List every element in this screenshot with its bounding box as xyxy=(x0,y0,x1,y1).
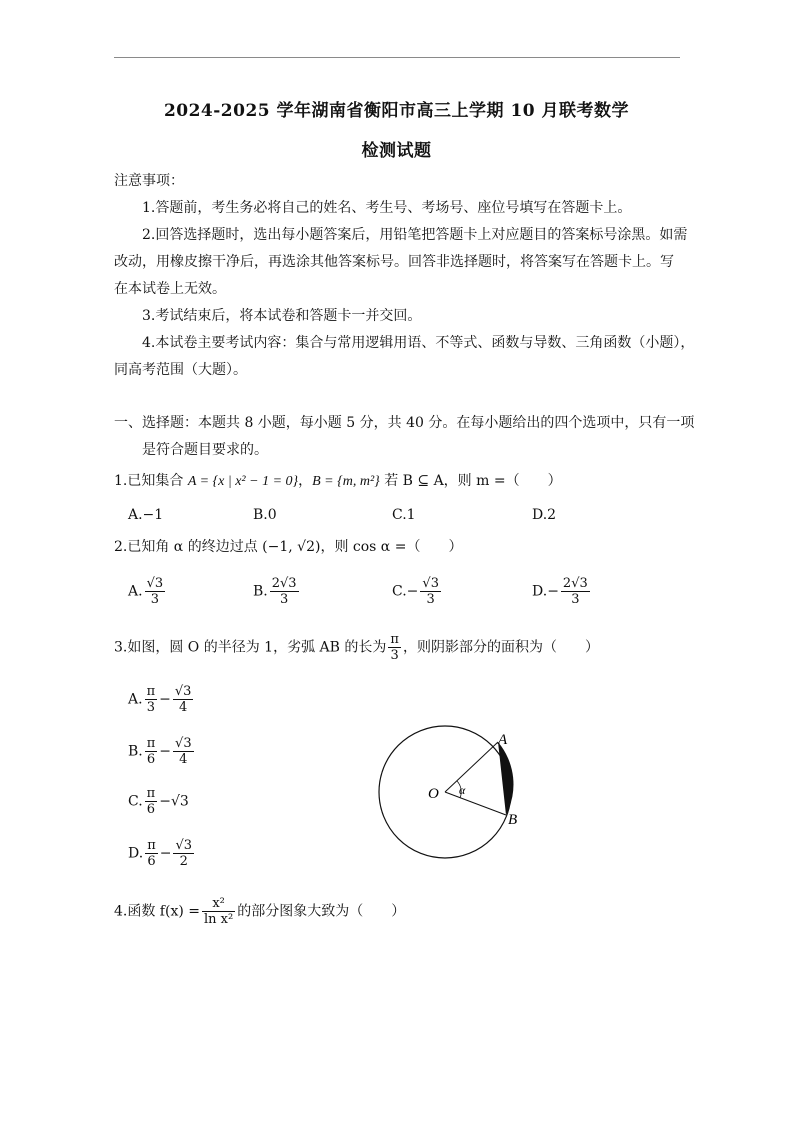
label-a: A xyxy=(498,732,508,748)
notice-item-4-line2: 同高考范围（大题）。 xyxy=(114,362,247,378)
q1-condition: 若 B ⊆ A，则 m =（ ） xyxy=(379,473,562,489)
section1-line2: 是符合题目要求的。 xyxy=(142,442,268,458)
q1-prefix: 1.已知集合 xyxy=(114,473,188,489)
q3-option-c: C. $\frac{\pi}{6}$ −√3 xyxy=(128,786,189,817)
radius-ob xyxy=(445,792,506,815)
q2-option-d-frac: $\frac{2√3}{3}$ xyxy=(562,576,588,607)
notice-item-4-line1: 4.本试卷主要考试内容：集合与常用逻辑用语、不等式、函数与导数、三角函数（小题）， xyxy=(142,335,695,351)
label-alpha: α xyxy=(459,783,466,797)
radius-oa xyxy=(445,742,498,792)
q2-option-d: D.− $\frac{2√3}{3}$ xyxy=(532,576,588,607)
q1-set-b: B = {m, m²} xyxy=(312,474,380,489)
q1-option-b: B.0 xyxy=(253,507,277,523)
q4-func-frac: $\frac{\text{x²}}{\text{ln x²}}$ xyxy=(204,896,234,927)
label-o: O xyxy=(428,786,439,802)
label-b: B xyxy=(508,812,518,828)
q2-option-a: A. $\frac{√3}{3}$ xyxy=(128,576,164,607)
header-rule xyxy=(114,57,680,58)
q1-option-a: A.−1 xyxy=(128,507,164,523)
question-2: 2.已知角 α 的终边过点 (−1, √2)，则 cos α =（ ） xyxy=(114,539,463,555)
q3-option-a: A. $\frac{\pi}{3}$ − $\frac{√3}{4}$ xyxy=(128,684,192,715)
q2-option-a-frac: $\frac{√3}{3}$ xyxy=(146,576,164,607)
notice-item-2-line3: 在本试卷上无效。 xyxy=(114,281,226,297)
q1-sep: ， xyxy=(298,473,313,489)
notice-item-3: 3.考试结束后，将本试卷和答题卡一并交回。 xyxy=(142,308,422,324)
shaded-segment xyxy=(498,742,513,815)
page-subtitle: 检测试题 xyxy=(361,141,432,161)
question-1 xyxy=(114,468,562,495)
circle-figure xyxy=(360,712,560,892)
q3-option-b: B. $\frac{\pi}{6}$ − $\frac{√3}{4}$ xyxy=(128,736,192,767)
q1-set-a: A = {x | x² − 1 = 0} xyxy=(187,474,299,489)
page-title: 2024-2025 学年湖南省衡阳市高三上学期 10 月联考数学 xyxy=(163,101,630,121)
notice-item-2-line2: 改动，用橡皮擦干净后，再选涂其他答案标号。回答非选择题时，将答案写在答题卡上。写 xyxy=(114,254,674,270)
q1-option-d: D.2 xyxy=(532,507,557,523)
question-4: 4.函数 f(x) = $\frac{\text{x²}}{\text{ln x²}}$ 的部分图象大致为（ ） xyxy=(114,896,406,927)
notice-heading: 注意事项： xyxy=(114,173,184,189)
q2-option-c-frac: $\frac{√3}{3}$ xyxy=(422,576,439,607)
q2-option-c: C.− $\frac{√3}{3}$ xyxy=(392,576,439,607)
q3-arc-frac: $\frac{\pi}{3}$ xyxy=(390,632,399,663)
notice-item-2-line1: 2.回答选择题时，选出每小题答案后，用铅笔把答题卡上对应题目的答案标号涂黑。如需 xyxy=(142,227,688,243)
q2-option-b-frac: $\frac{2√3}{3}$ xyxy=(271,576,297,607)
question-3: 3.如图，圆 O 的半径为 1，劣弧 AB 的长为 $\frac{\pi}{3}$ ，则阴影部分的面积为（ ） xyxy=(114,632,599,663)
q2-option-b: B. $\frac{2√3}{3}$ xyxy=(253,576,297,607)
notice-item-1: 1.答题前，考生务必将自己的姓名、考生号、考场号、座位号填写在答题卡上。 xyxy=(142,200,632,216)
section1-line1: 一、选择题：本题共 8 小题，每小题 5 分，共 40 分。在每小题给出的四个选项中，只有一项 xyxy=(114,415,695,431)
q3-option-d: D. $\frac{\pi}{6}$ − $\frac{√3}{2}$ xyxy=(128,838,193,869)
q1-option-c: C.1 xyxy=(392,507,416,523)
